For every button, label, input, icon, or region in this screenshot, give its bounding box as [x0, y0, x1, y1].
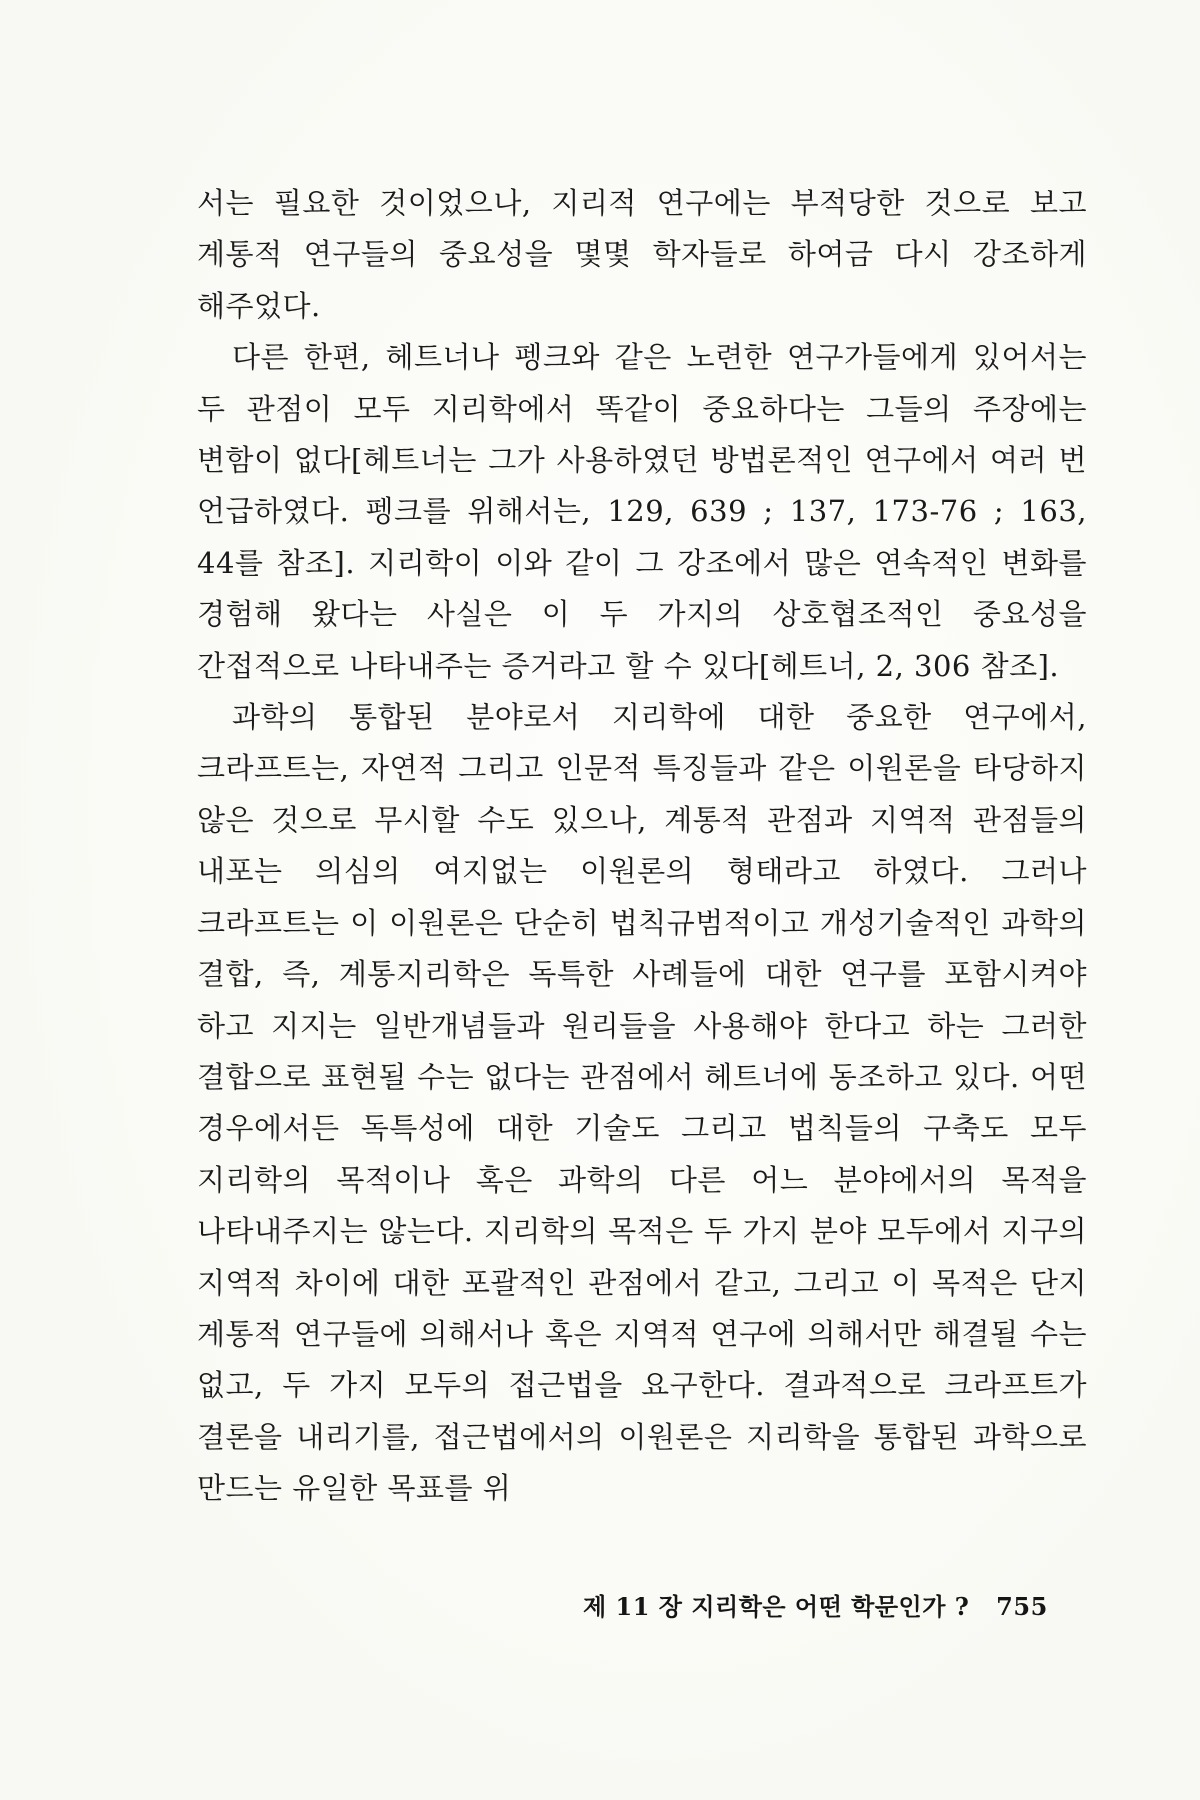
paragraph-continued: 서는 필요한 것이었으나, 지리적 연구에는 부적당한 것으로 보고 계통적 연구들의 중요성을 몇몇 학자들로 하여금 다시 강조하게 해주었다.	[197, 186, 1087, 323]
paragraph-hettner-penck: 다른 한편, 헤트너나 펭크와 같은 노련한 연구가들에게 있어서는 두 관점이 모두 지리학에서 똑같이 중요하다는 그들의 주장에는 변함이 없다[헤트너는 그가 사용하였던 방법론적인 연구에서 여러 번 언급하였다. 펭크를 위해서는, 129, 639 ; 137, 173-76 ; 163, 44를 참조]. 지리학이 이와 같이 그 강조에서 많은 연속적인 변화를 경험해 왔다는 사실은 이 두 가지의 상호협조적인 중요성을 간접적으로 나타내주는 증거라고 할 수 있다[헤트너, 2, 306 참조].	[197, 340, 1087, 683]
running-head: 제 11 장 지리학은 어떤 학문인가 ?	[583, 1592, 970, 1621]
page-footer	[583, 1587, 1103, 1622]
page-number: 755	[996, 1592, 1048, 1621]
page-body-text	[197, 178, 1087, 1515]
paragraph-kraft: 과학의 통합된 분야로서 지리학에 대한 중요한 연구에서, 크라프트는, 자연적 그리고 인문적 특징들과 같은 이원론을 타당하지 않은 것으로 무시할 수도 있으나, 계통적 관점과 지역적 관점들의 내포는 의심의 여지없는 이원론의 형태라고 하였다. 그러나 크라프트는 이 이원론은 단순히 법칙규범적이고 개성기술적인 과학의 결합, 즉, 계통지리학은 독특한 사례들에 대한 연구를 포함시켜야 하고 지지는 일반개념들과 원리들을 사용해야 한다고 하는 그러한 결합으로 표현될 수는 없다는 관점에서 헤트너에 동조하고 있다. 어떤 경우에서든 독특성에 대한 기술도 그리고 법칙들의 구축도 모두 지리학의 목적이나 혹은 과학의 다른 어느 분야에서의 목적을 나타내주지는 않는다. 지리학의 목적은 두 가지 분야 모두에서 지구의 지역적 차이에 대한 포괄적인 관점에서 같고, 그리고 이 목적은 단지 계통적 연구들에 의해서나 혹은 지역적 연구에 의해서만 해결될 수는 없고, 두 가지 모두의 접근법을 요구한다. 결과적으로 크라프트가 결론을 내리기를, 접근법에서의 이원론은 지리학을 통합된 과학으로 만드는 유일한 목표를 위	[197, 700, 1087, 1506]
